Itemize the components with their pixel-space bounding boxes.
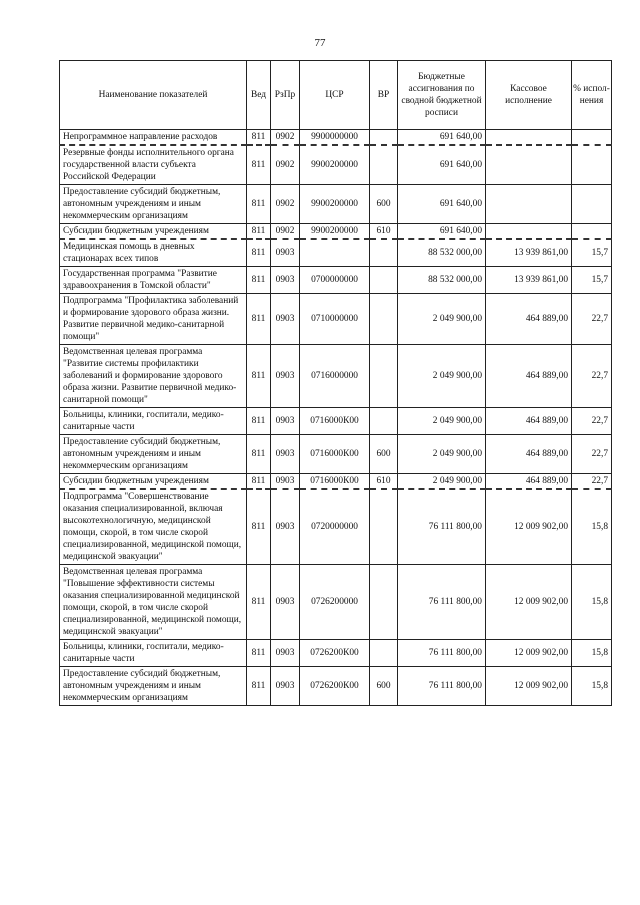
cell-budget: 691 640,00 <box>398 224 486 240</box>
cell-csr: 0726200К00 <box>300 640 370 667</box>
cell-rzpr: 0903 <box>271 474 300 490</box>
table-row <box>60 239 612 267</box>
cell-rzpr: 0903 <box>271 565 300 640</box>
cell-cash: 464 889,00 <box>486 408 572 435</box>
table-row <box>60 224 612 240</box>
cell-cash: 12 009 902,00 <box>486 489 572 565</box>
table-row <box>60 130 612 146</box>
cell-budget: 76 111 800,00 <box>398 640 486 667</box>
cell-ved: 811 <box>247 185 271 224</box>
cell-pct: 15,8 <box>572 667 612 706</box>
cell-cash: 12 009 902,00 <box>486 667 572 706</box>
cell-budget: 88 532 000,00 <box>398 267 486 294</box>
cell-csr: 0716000К00 <box>300 474 370 490</box>
cell-rzpr: 0902 <box>271 130 300 146</box>
cell-pct: 22,7 <box>572 474 612 490</box>
cell-rzpr: 0903 <box>271 408 300 435</box>
cell-name: Субсидии бюджетным учреждениям <box>60 224 247 240</box>
table-row <box>60 667 612 706</box>
header-vr: ВР <box>370 61 398 130</box>
cell-csr: 0726200000 <box>300 565 370 640</box>
cell-csr: 9900200000 <box>300 224 370 240</box>
cell-budget: 88 532 000,00 <box>398 239 486 267</box>
cell-ved: 811 <box>247 267 271 294</box>
cell-cash: 464 889,00 <box>486 345 572 408</box>
cell-vr <box>370 408 398 435</box>
cell-cash: 464 889,00 <box>486 474 572 490</box>
table-row <box>60 145 612 185</box>
table-row <box>60 435 612 474</box>
cell-ved: 811 <box>247 239 271 267</box>
header-csr: ЦСР <box>300 61 370 130</box>
cell-budget: 2 049 900,00 <box>398 474 486 490</box>
cell-budget: 2 049 900,00 <box>398 408 486 435</box>
cell-cash <box>486 224 572 240</box>
cell-name: Предоставление субсидий бюджетным, автономным учреждениям и иным некоммерческим организациям <box>60 667 247 706</box>
cell-name: Больницы, клиники, госпитали, медико-санитарные части <box>60 408 247 435</box>
cell-name: Подпрограмма "Совершенствование оказания специализированной, включая высокотехнологичную, медицинской помощи, скорой, в том числе скорой специализированной, медицинской помощи, медицинской эвакуации" <box>60 489 247 565</box>
table-row <box>60 565 612 640</box>
cell-budget: 76 111 800,00 <box>398 489 486 565</box>
cell-vr <box>370 145 398 185</box>
cell-vr <box>370 239 398 267</box>
cell-ved: 811 <box>247 408 271 435</box>
header-pct: % испол-нения <box>572 61 612 130</box>
header-name: Наименование показателей <box>60 61 247 130</box>
table-row <box>60 294 612 345</box>
cell-pct: 15,7 <box>572 239 612 267</box>
cell-name: Непрограммное направление расходов <box>60 130 247 146</box>
cell-budget: 691 640,00 <box>398 130 486 146</box>
cell-csr: 0716000К00 <box>300 435 370 474</box>
cell-rzpr: 0903 <box>271 239 300 267</box>
cell-ved: 811 <box>247 489 271 565</box>
cell-csr: 0716000000 <box>300 345 370 408</box>
cell-pct: 22,7 <box>572 294 612 345</box>
cell-budget: 76 111 800,00 <box>398 565 486 640</box>
cell-cash <box>486 130 572 146</box>
cell-vr: 600 <box>370 435 398 474</box>
cell-vr: 600 <box>370 185 398 224</box>
cell-cash: 12 009 902,00 <box>486 565 572 640</box>
cell-name: Больницы, клиники, госпитали, медико-санитарные части <box>60 640 247 667</box>
header-rzpr: РзПр <box>271 61 300 130</box>
table-row <box>60 474 612 490</box>
cell-name: Подпрограмма "Профилактика заболеваний и формирование здорового образа жизни. Развитие первичной медико-санитарной помощи" <box>60 294 247 345</box>
cell-pct: 22,7 <box>572 408 612 435</box>
cell-csr: 9900200000 <box>300 185 370 224</box>
cell-ved: 811 <box>247 667 271 706</box>
cell-csr: 0700000000 <box>300 267 370 294</box>
table-row <box>60 185 612 224</box>
header-budget: Бюджетные ассигнования по сводной бюджетной росписи <box>398 61 486 130</box>
cell-name: Предоставление субсидий бюджетным, автономным учреждениям и иным некоммерческим организациям <box>60 185 247 224</box>
table-row <box>60 640 612 667</box>
budget-table <box>59 60 612 706</box>
cell-rzpr: 0903 <box>271 267 300 294</box>
cell-ved: 811 <box>247 435 271 474</box>
page-number: 77 <box>314 37 326 49</box>
table-row <box>60 345 612 408</box>
cell-rzpr: 0903 <box>271 489 300 565</box>
cell-pct <box>572 145 612 185</box>
table-row <box>60 408 612 435</box>
cell-name: Резервные фонды исполнительного органа государственной власти субъекта Российской Федерации <box>60 145 247 185</box>
cell-pct <box>572 185 612 224</box>
cell-ved: 811 <box>247 294 271 345</box>
cell-vr: 610 <box>370 474 398 490</box>
cell-rzpr: 0902 <box>271 185 300 224</box>
cell-name: Государственная программа "Развитие здравоохранения в Томской области" <box>60 267 247 294</box>
cell-vr: 600 <box>370 667 398 706</box>
cell-rzpr: 0903 <box>271 640 300 667</box>
cell-name: Субсидии бюджетным учреждениям <box>60 474 247 490</box>
cell-cash: 13 939 861,00 <box>486 267 572 294</box>
cell-csr: 9900000000 <box>300 130 370 146</box>
cell-pct: 22,7 <box>572 435 612 474</box>
cell-pct: 15,8 <box>572 489 612 565</box>
cell-cash <box>486 185 572 224</box>
cell-cash <box>486 145 572 185</box>
cell-pct: 15,7 <box>572 267 612 294</box>
cell-rzpr: 0903 <box>271 667 300 706</box>
cell-pct <box>572 224 612 240</box>
cell-pct: 22,7 <box>572 345 612 408</box>
cell-budget: 76 111 800,00 <box>398 667 486 706</box>
table-row <box>60 267 612 294</box>
cell-rzpr: 0902 <box>271 224 300 240</box>
cell-vr: 610 <box>370 224 398 240</box>
cell-budget: 691 640,00 <box>398 145 486 185</box>
cell-rzpr: 0903 <box>271 435 300 474</box>
cell-csr: 9900200000 <box>300 145 370 185</box>
cell-name: Ведомственная целевая программа "Повышение эффективности системы оказания специализированной медицинской помощи, скорой, в том числе скорой специализированной, медицинской помощи, медицинской эвакуации" <box>60 565 247 640</box>
cell-pct: 15,8 <box>572 640 612 667</box>
cell-ved: 811 <box>247 224 271 240</box>
cell-ved: 811 <box>247 474 271 490</box>
cell-budget: 2 049 900,00 <box>398 345 486 408</box>
cell-name: Ведомственная целевая программа "Развитие системы профилактики заболеваний и формирование здорового образа жизни. Развитие первичной медико-санитарной помощи" <box>60 345 247 408</box>
cell-name: Медицинская помощь в дневных стационарах всех типов <box>60 239 247 267</box>
cell-budget: 691 640,00 <box>398 185 486 224</box>
cell-ved: 811 <box>247 145 271 185</box>
cell-ved: 811 <box>247 345 271 408</box>
cell-csr: 0720000000 <box>300 489 370 565</box>
cell-budget: 2 049 900,00 <box>398 435 486 474</box>
cell-csr: 0710000000 <box>300 294 370 345</box>
cell-csr <box>300 239 370 267</box>
cell-vr <box>370 345 398 408</box>
cell-ved: 811 <box>247 565 271 640</box>
cell-rzpr: 0903 <box>271 345 300 408</box>
cell-rzpr: 0903 <box>271 294 300 345</box>
header-ved: Вед <box>247 61 271 130</box>
cell-vr <box>370 640 398 667</box>
cell-cash: 12 009 902,00 <box>486 640 572 667</box>
header-cash: Кассовое исполнение <box>486 61 572 130</box>
table-header-row <box>60 61 612 130</box>
cell-ved: 811 <box>247 130 271 146</box>
cell-name: Предоставление субсидий бюджетным, автономным учреждениям и иным некоммерческим организациям <box>60 435 247 474</box>
cell-vr <box>370 565 398 640</box>
cell-rzpr: 0902 <box>271 145 300 185</box>
table-row <box>60 489 612 565</box>
cell-pct <box>572 130 612 146</box>
cell-csr: 0726200К00 <box>300 667 370 706</box>
cell-cash: 464 889,00 <box>486 294 572 345</box>
table-body <box>60 130 612 706</box>
cell-vr <box>370 294 398 345</box>
cell-cash: 464 889,00 <box>486 435 572 474</box>
cell-pct: 15,8 <box>572 565 612 640</box>
cell-ved: 811 <box>247 640 271 667</box>
cell-vr <box>370 267 398 294</box>
cell-csr: 0716000К00 <box>300 408 370 435</box>
cell-cash: 13 939 861,00 <box>486 239 572 267</box>
cell-budget: 2 049 900,00 <box>398 294 486 345</box>
cell-vr <box>370 130 398 146</box>
cell-vr <box>370 489 398 565</box>
